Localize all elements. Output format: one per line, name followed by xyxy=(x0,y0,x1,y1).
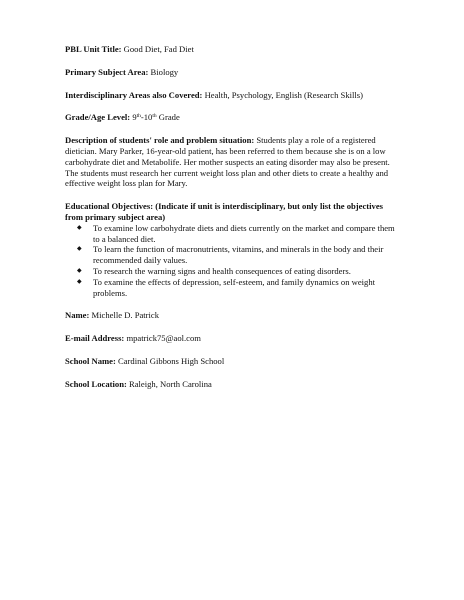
unit-title-field xyxy=(65,44,403,55)
bullet-icon: ◆ xyxy=(77,278,82,285)
school-name-value: Cardinal Gibbons High School xyxy=(118,355,225,366)
description-block xyxy=(65,135,403,189)
list-item xyxy=(65,223,403,245)
name-field xyxy=(65,310,403,321)
bullet-icon: ◆ xyxy=(77,246,82,253)
objectives-list xyxy=(65,223,403,299)
school-location-field xyxy=(65,379,403,390)
subject-area-label: Primary Subject Area: xyxy=(65,66,149,77)
name-value: Michelle D. Patrick xyxy=(91,310,160,321)
list-item xyxy=(65,244,403,266)
interdisciplinary-label: Interdisciplinary Areas also Covered: xyxy=(65,89,203,100)
grade-to-sup: th xyxy=(152,113,157,120)
school-name-label: School Name: xyxy=(65,355,116,366)
school-name-field xyxy=(65,356,403,367)
grade-level-field xyxy=(65,112,403,123)
school-location-label: School Location: xyxy=(65,378,127,389)
bullet-icon: ◆ xyxy=(77,224,82,231)
name-label: Name: xyxy=(65,310,90,321)
email-label: E-mail Address: xyxy=(65,333,125,344)
description-label: Description of students' role and problem situation: xyxy=(65,135,255,146)
email-value: mpatrick75@aol.com xyxy=(126,333,201,344)
grade-level-label: Grade/Age Level: xyxy=(65,112,131,123)
document-page xyxy=(65,44,403,402)
objective-text: To examine low carbohydrate diets and diets currently on the market and compare them to a balanced diet. xyxy=(93,222,395,244)
grade-suffix: Grade xyxy=(158,112,180,123)
bullet-icon: ◆ xyxy=(77,267,82,274)
grade-from: 9 xyxy=(132,112,137,123)
grade-from-sup: th xyxy=(136,113,141,120)
interdisciplinary-field xyxy=(65,90,403,101)
objective-text: To examine the effects of depression, self-esteem, and family dynamics on weight problems. xyxy=(93,276,376,298)
subject-area-field xyxy=(65,67,403,78)
unit-title-value: Good Diet, Fad Diet xyxy=(123,44,194,54)
objectives-heading: Educational Objectives: (Indicate if unit is interdisciplinary, but only list the objectives from primary subject area) xyxy=(65,201,383,222)
description-text: Students play a role of a registered dietician. Mary Parker, 16-year-old patient, has been referred to them because she is on a low carbohydrate diet and Metabolife. Her mother suspects an eating disorder may also be present. The students must research her current weight loss plan and other diets to create a healthy and effective weight loss plan for Mary. xyxy=(65,135,390,189)
list-item xyxy=(65,266,403,277)
objectives-section xyxy=(65,201,403,298)
interdisciplinary-value: Health, Psychology, English (Research Skills) xyxy=(204,89,363,100)
objective-text: To research the warning signs and health consequences of eating disorders. xyxy=(93,265,351,276)
list-item xyxy=(65,277,403,299)
subject-area-value: Biology xyxy=(150,66,179,77)
grade-sep: -10 xyxy=(140,112,153,123)
school-location-value: Raleigh, North Carolina xyxy=(129,378,212,389)
unit-title-label: PBL Unit Title: xyxy=(65,44,122,54)
objective-text: To learn the function of macronutrients, vitamins, and minerals in the body and their recommended daily values. xyxy=(93,244,384,266)
email-field xyxy=(65,333,403,344)
